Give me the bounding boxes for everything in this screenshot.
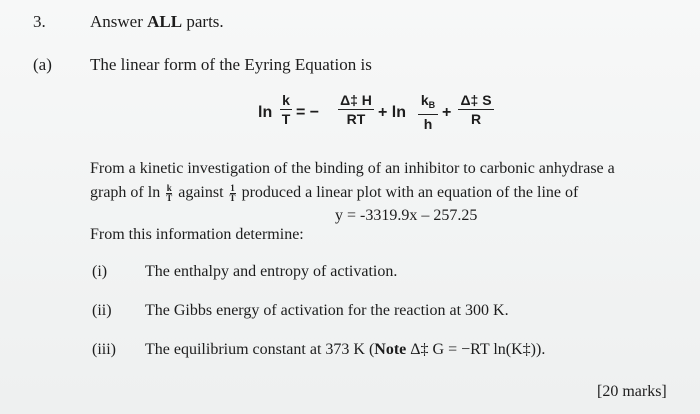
item-label-i: (i) <box>92 263 108 280</box>
eq-equals: = − <box>296 104 320 121</box>
determine-prompt: From this information determine: <box>90 226 304 243</box>
eyring-equation <box>258 92 518 138</box>
inline-frac-k-over-t: $\frac{k}{T}$ <box>166 183 173 203</box>
marks: [20 marks] <box>597 383 667 400</box>
item-text-ii: The Gibbs energy of activation for the reaction at 300 K. <box>145 302 509 319</box>
eq-ln: ln <box>258 104 273 121</box>
eq-plus-ln: + ln <box>378 104 407 121</box>
item-label-iii: (iii) <box>92 341 116 358</box>
instruction-emphasis: ALL <box>147 12 183 31</box>
paragraph-line-1: From a kinetic investigation of the binding of an inhibitor to carbonic anhydrase a <box>90 160 615 177</box>
item-text-iii: The equilibrium constant at 373 K (Note Δ‡ G = −RT ln(K‡)). <box>145 341 546 358</box>
eq-frac-entropy: Δ‡ S R <box>458 92 494 127</box>
eq-frac-enthalpy: Δ‡ H RT <box>338 92 374 127</box>
eq-frac-kb-over-h: $k_B$ h <box>418 92 438 132</box>
eq-plus: + <box>442 104 452 121</box>
part-label: (a) <box>33 55 52 74</box>
part-intro: The linear form of the Eyring Equation is <box>90 55 372 74</box>
paragraph-line-2: graph of $\ln \frac{k}{T}$ against $\frac{1}{T}$ produced a linear plot with an equation of the line of <box>90 183 579 203</box>
line-equation: y = -3319.9x – 257.25 <box>335 207 478 224</box>
inline-frac-1-over-t: $\frac{1}{T}$ <box>229 183 236 203</box>
item-label-ii: (ii) <box>92 302 112 319</box>
item-text-i: The enthalpy and entropy of activation. <box>145 263 398 280</box>
instruction: Answer ALL parts. <box>90 12 224 31</box>
eq-frac-k-over-t: k T <box>281 92 291 127</box>
question-number: 3. <box>33 12 46 31</box>
